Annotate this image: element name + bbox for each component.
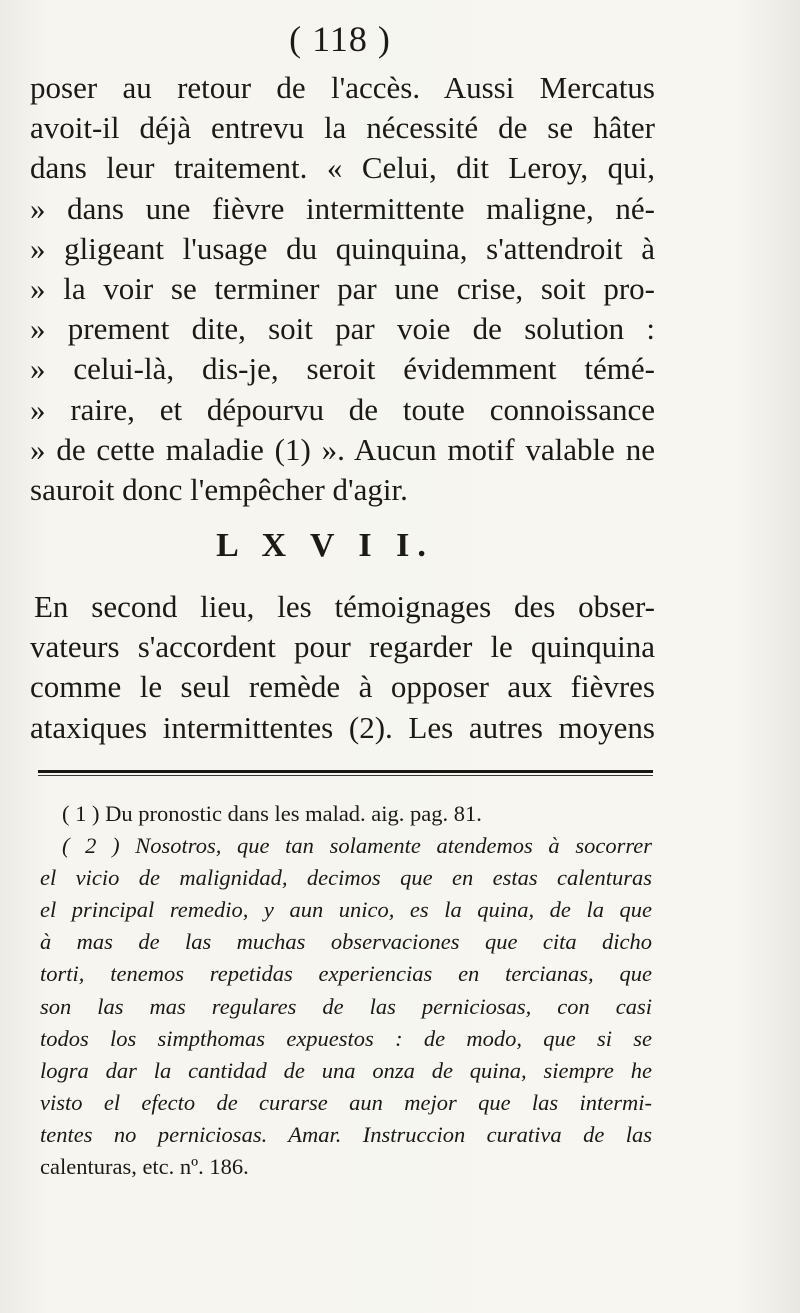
footnote-2-line: todos los simpthomas expuestos : de modo, que si se <box>40 1025 652 1051</box>
text-line: » dans une fièvre intermittente maligne, né- <box>30 190 655 226</box>
footnotes <box>40 798 652 1183</box>
footnote-divider <box>38 770 653 773</box>
text-line: poser au retour de l'accès. Aussi Mercatus <box>30 70 655 105</box>
text-line: » prement dite, soit par voie de solution : <box>30 311 655 347</box>
text-line: » raire, et dépourvu de toute connoissance <box>30 391 655 427</box>
text-line: dans leur traitement. « Celui, dit Leroy, qui, <box>30 150 655 186</box>
footnote-1: ( 1 ) Du pronostic dans les malad. aig. pag. 81. <box>62 801 482 826</box>
section-heading: L X V I I. <box>216 527 434 564</box>
text-line: » celui-là, dis-je, seroit évidemment témé- <box>30 351 655 387</box>
footnote-2-line: el vicio de malignidad, decimos que en estas calenturas <box>40 865 652 891</box>
text-line: » gligeant l'usage du quinquina, s'attendroit à <box>30 230 655 266</box>
footnote-2-line: torti, tenemos repetidas experiencias en tercianas, que <box>40 961 652 987</box>
paragraph-2 <box>30 587 655 748</box>
footnote-2-line: logra dar la cantidad de una onza de quina, siempre he <box>40 1057 652 1083</box>
text-line: » de cette maladie (1) ». Aucun motif valable ne <box>30 431 655 467</box>
text-line: avoit-il déjà entrevu la nécessité de se hâter <box>30 110 655 146</box>
footnote-divider-thin <box>38 775 653 776</box>
text-line: En second lieu, les témoignages des obser- <box>34 589 655 624</box>
footnote-2-line: tentes no perniciosas. Amar. Instruccion curativa de las <box>40 1121 652 1147</box>
text-line: » la voir se terminer par une crise, soit pro- <box>30 271 655 307</box>
footnote-2-line: ( 2 ) Nosotros, que tan solamente atendemos à socorrer <box>62 833 652 859</box>
text-line: vateurs s'accordent pour regarder le quinquina <box>30 629 655 665</box>
footnote-2-line: son las mas regulares de las perniciosas, con casi <box>40 993 652 1019</box>
footnote-2-line: el principal remedio, y aun unico, es la quina, de la que <box>40 897 652 923</box>
page-number: ( 118 ) <box>289 19 391 59</box>
footnote-2-line: visto el efecto de curarse aun mejor que las intermi- <box>40 1089 652 1115</box>
footnote-2-line: à mas de las muchas observaciones que cita dicho <box>40 929 652 955</box>
paragraph-1 <box>30 68 655 510</box>
footnote-2-line: calenturas, etc. nº. 186. <box>40 1154 249 1180</box>
text-line: sauroit donc l'empêcher d'agir. <box>30 472 408 508</box>
text-line: ataxiques intermittentes (2). Les autres moyens <box>30 709 655 745</box>
text-line: comme le seul remède à opposer aux fièvres <box>30 669 655 705</box>
